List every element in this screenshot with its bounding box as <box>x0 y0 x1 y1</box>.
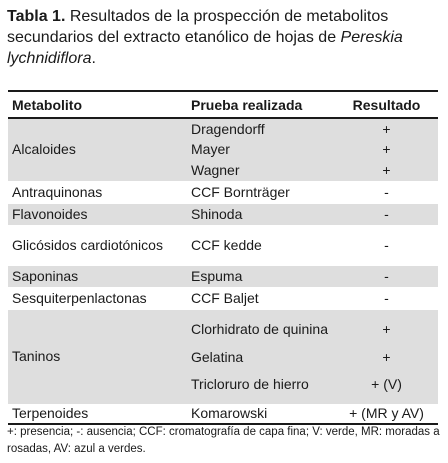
test-cell: Dragendorff <box>187 118 335 139</box>
result-cell: + <box>335 309 438 349</box>
table-row <box>8 225 438 265</box>
caption-end: . <box>91 50 96 67</box>
header-prueba: Prueba realizada <box>187 91 335 118</box>
table-row <box>8 265 438 287</box>
test-cell: Mayer <box>187 139 335 160</box>
table-caption <box>7 6 443 69</box>
result-cell: + <box>335 139 438 160</box>
result-cell: - <box>335 225 438 265</box>
metabolite-cell: Alcaloides <box>8 118 187 181</box>
test-cell: CCF Baljet <box>187 287 335 309</box>
test-cell: Gelatina <box>187 349 335 366</box>
metabolite-cell: Taninos <box>8 309 187 404</box>
metabolite-cell: Terpenoides <box>8 404 187 424</box>
caption-text: Resultados de la prospección de metabolitos secundarios del extracto etanólico de hojas de <box>7 8 389 46</box>
caption-species: Pereskia lychnidiflora <box>7 29 403 67</box>
table-row <box>8 203 438 225</box>
table-footnote: +: presencia; -: ausencia; CCF: cromatografía de capa fina; V: verde, MR: moradas a rosadas, AV: azul a verdes. <box>7 426 440 455</box>
result-cell: + <box>335 349 438 366</box>
table-row <box>8 404 438 424</box>
metabolite-cell: Glicósidos cardiotónicos <box>8 225 187 265</box>
metabolite-cell: Sesquiterpenlactonas <box>8 287 187 309</box>
result-cell: - <box>335 181 438 203</box>
caption-label: Tabla 1. <box>7 8 66 25</box>
result-cell: - <box>335 203 438 225</box>
result-cell: + <box>335 118 438 139</box>
result-cell: + (V) <box>335 366 438 404</box>
metabolite-cell: Saponinas <box>8 265 187 287</box>
table-row <box>8 181 438 203</box>
table-row <box>8 287 438 309</box>
table-header-row <box>8 91 438 118</box>
result-cell: - <box>335 287 438 309</box>
table-row <box>8 309 438 349</box>
result-cell: + (MR y AV) <box>335 404 438 424</box>
table-row <box>8 118 438 139</box>
metabolite-cell: Flavonoides <box>8 203 187 225</box>
test-cell: Clorhidrato de quinina <box>187 309 335 349</box>
metabolite-cell: Antraquinonas <box>8 181 187 203</box>
table-body <box>8 118 438 424</box>
header-metabolito: Metabolito <box>8 91 187 118</box>
results-table-wrapper <box>8 90 438 425</box>
test-cell: CCF kedde <box>187 225 335 265</box>
test-cell: CCF Bornträger <box>187 181 335 203</box>
result-cell: + <box>335 160 438 181</box>
test-cell: Wagner <box>187 160 335 181</box>
result-cell: - <box>335 265 438 287</box>
test-cell: Espuma <box>187 265 335 287</box>
results-table <box>8 90 438 425</box>
header-resultado: Resultado <box>335 91 438 118</box>
test-cell: Komarowski <box>187 404 335 424</box>
test-cell: Tricloruro de hierro <box>187 366 335 404</box>
test-cell: Shinoda <box>187 203 335 225</box>
